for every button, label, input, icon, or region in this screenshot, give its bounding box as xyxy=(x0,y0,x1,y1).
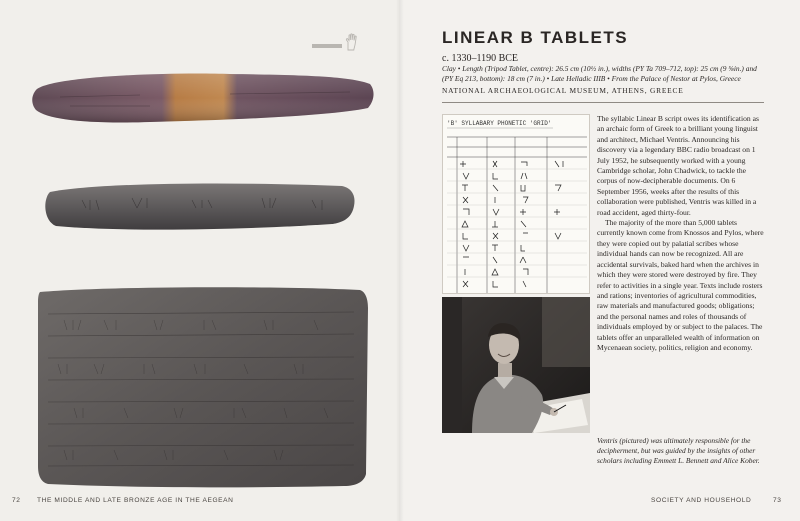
running-head-right: SOCIETY AND HOUSEHOLD xyxy=(651,497,752,504)
ventris-photo xyxy=(442,297,590,433)
paragraph-1: The syllabic Linear B script owes its identification as an archaic form of Greek to a brilliant young linguist and architect, Michael Ventris. Announcing his discovery via a legendary BBC radio broadcast on 1 July 1952, he subsequently worked with a young Cambridge scholar, John Chadwick, to tackle the corpus of now-decipherable documents. On 6 September 1956, weeks after the results of this collaboration were published, Ventris was killed in a road accident, aged thirty-four. xyxy=(597,114,759,217)
paragraph-2: The majority of the more than 5,000 tablets currently known come from Knossos and Pylos, where they were copied out by palatial scribes whose individual hands can now be recognized. All are accidental survivals, baked hard when the archives in which they were stored were destroyed by fire. They refer to activities in a single year. Texts include rosters and rations; inventories of agricultural commodities, raw materials and manufactured goods; obligations; and the personal names and roles of thousands of individuals employed by or subject to the palaces. The tablets offer an unparalleled wealth of information on Mycenaean society, politics, religion and economy. xyxy=(597,218,764,352)
tablet-middle xyxy=(42,178,358,236)
scale-bar xyxy=(312,44,342,48)
page-number-left: 72 xyxy=(12,497,21,504)
date-line: c. 1330–1190 BCE xyxy=(442,53,519,64)
page-number-right: 73 xyxy=(773,497,782,504)
gutter xyxy=(396,0,404,521)
object-details: Clay • Length (Tripod Tablet, centre): 26.5 cm (10½ in.), widths (PY Ta 709–712, top): 25 cm (9 ⅝in.) and (PY Eq 213, bottom): 18 cm (7 in.) • Late Helladic IIIB • From the Palace of Nestor at Pylos, Greece xyxy=(442,64,757,83)
page-title: LINEAR B TABLETS xyxy=(442,28,629,47)
syllabary-heading: 'B' SYLLABARY PHONETIC 'GRID' xyxy=(447,120,552,127)
photo-caption: Ventris (pictured) was ultimately responsible for the decipherment, but was guided by the insights of other scholars including Emmett L. Bennett and Alice Kober. xyxy=(597,436,760,465)
syllabary-grid-image xyxy=(442,114,590,294)
hand-scale-icon xyxy=(344,33,360,51)
tablet-top xyxy=(30,64,376,130)
title-rule xyxy=(442,102,764,103)
body-text xyxy=(597,114,765,353)
running-head-left: THE MIDDLE AND LATE BRONZE AGE IN THE AEGEAN xyxy=(37,497,234,504)
tablet-bottom xyxy=(34,284,370,490)
museum-credit: NATIONAL ARCHAEOLOGICAL MUSEUM, ATHENS, GREECE xyxy=(442,86,684,95)
